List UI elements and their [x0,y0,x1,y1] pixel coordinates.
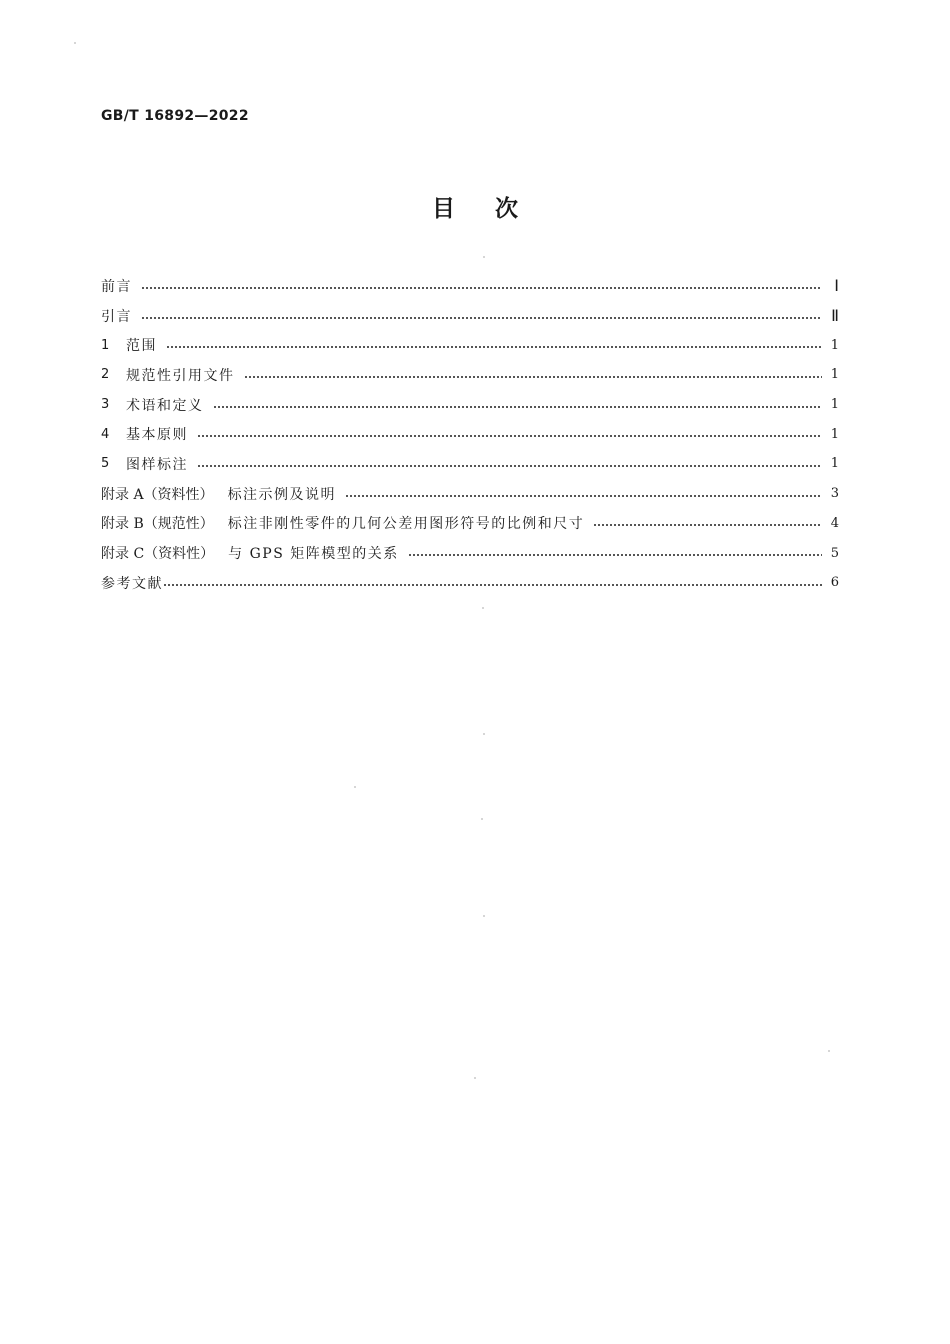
table-of-contents [101,271,839,598]
toc-entry-bibliography[interactable] [101,568,839,598]
scan-speck [481,818,483,820]
toc-entry-label: 术语和定义 [126,397,204,414]
toc-entry-appendix-c[interactable] [101,538,839,568]
toc-entry-introduction[interactable] [101,301,839,331]
toc-entry-drawing-indication[interactable] [101,449,839,479]
toc-entry-scope[interactable] [101,330,839,360]
toc-page-number: 3 [830,486,839,502]
toc-title-char-2: 次 [495,196,518,222]
toc-section-number: 1 [101,337,110,353]
toc-entry-foreword[interactable] [101,271,839,301]
toc-leader-dots [163,584,822,586]
toc-leader-dots [197,435,822,437]
toc-leader-dots [345,495,822,497]
toc-appendix-tag: 附录 A（资料性） [101,486,214,503]
toc-leader-dots [166,346,822,348]
toc-page-number: 1 [830,397,839,413]
toc-entry-terms-definitions[interactable] [101,390,839,420]
toc-leader-dots [593,524,822,526]
toc-page-number: 1 [830,367,839,383]
toc-appendix-tag: 附录 C（资料性） [101,546,215,563]
toc-entry-appendix-a[interactable] [101,479,839,509]
toc-page-number: 5 [830,545,839,561]
toc-entry-label: 图样标注 [126,456,188,473]
toc-entry-basic-principles[interactable] [101,419,839,449]
scan-speck [482,607,484,609]
toc-entry-label: 范围 [126,338,157,355]
toc-entry-label: 基本原则 [126,427,188,444]
toc-entry-appendix-b[interactable] [101,509,839,539]
toc-leader-dots [244,376,823,378]
toc-entry-label: 参考文献 [101,575,163,592]
toc-page-number: 6 [830,575,839,591]
toc-entry-normative-references[interactable] [101,360,839,390]
toc-page-number: Ⅰ [834,277,839,295]
toc-entry-label: 引言 [101,308,132,325]
toc-appendix-tag: 附录 B（规范性） [101,516,214,533]
toc-entry-label: 标注非刚性零件的几何公差用图形符号的比例和尺寸 [227,516,585,533]
scan-speck [354,786,356,788]
toc-section-number: 4 [101,426,110,442]
toc-page-number: 4 [830,515,839,531]
toc-leader-dots [213,406,823,408]
scan-speck [74,42,76,44]
toc-page-number: Ⅱ [831,307,839,325]
toc-leader-dots [141,287,822,289]
toc-entry-label: 规范性引用文件 [126,367,235,384]
toc-entry-label: 与 GPS 矩阵模型的关系 [228,546,399,563]
toc-entry-label: 标注示例及说明 [227,486,337,503]
toc-page-number: 1 [830,456,839,472]
toc-title-char-1: 目 [432,196,455,222]
scan-speck [483,733,485,735]
toc-title [0,190,950,223]
toc-entry-label: 前言 [101,278,132,295]
toc-section-number: 2 [101,367,110,383]
toc-page-number: 1 [830,426,839,442]
toc-section-number: 5 [101,456,110,472]
toc-leader-dots [408,554,822,556]
toc-page-number: 1 [830,337,839,353]
scan-speck [828,1050,830,1052]
toc-section-number: 3 [101,397,110,413]
toc-leader-dots [141,317,822,319]
scan-speck [474,1077,476,1079]
scan-speck [483,256,485,258]
toc-leader-dots [197,465,822,467]
standard-code: GB/T 16892—2022 [101,108,249,124]
scan-speck [483,915,485,917]
